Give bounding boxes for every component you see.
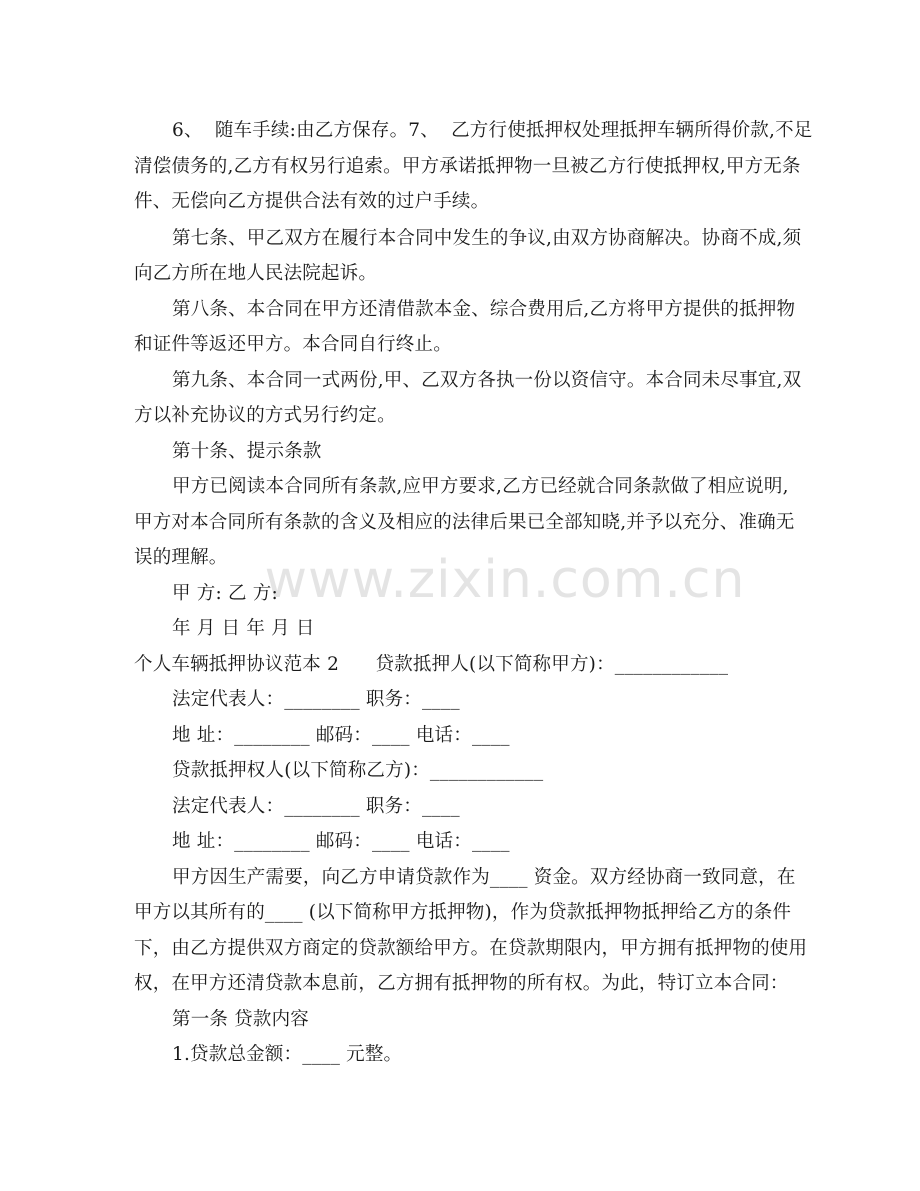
paragraph-line: 下，由乙方提供双方商定的贷款额给甲方。在贷款期限内，甲方拥有抵押物的使用 <box>134 938 808 959</box>
signature-dates: 年 月 日 年 月 日 <box>172 618 315 639</box>
paragraph-line: 甲方因生产需要，向乙方申请贷款作为____ 资金。双方经协商一致同意，在 <box>172 867 796 888</box>
paragraph-line: 第九条、本合同一式两份,甲、乙双方各执一份以资信守。本合同未尽事宜,双 <box>172 370 802 391</box>
paragraph-line: 清偿债务的,乙方有权另行追索。甲方承诺抵押物一旦被乙方行使抵押权,甲方无条 <box>134 156 801 177</box>
paragraph-line: 和证件等返还甲方。本合同自行终止。 <box>134 334 452 355</box>
paragraph-line: 甲方已阅读本合同所有条款,应甲方要求,乙方已经就合同条款做了相应说明, <box>172 476 789 497</box>
paragraph-line: 第八条、本合同在甲方还清借款本金、综合费用后,乙方将甲方提供的抵押物 <box>172 299 796 320</box>
paragraph-line: 向乙方所在地人民法院起诉。 <box>134 263 378 284</box>
paragraph-line: 权，在甲方还清贷款本息前，乙方拥有抵押物的所有权。为此，特订立本合同： <box>134 973 789 994</box>
contract-title-line: 个人车辆抵押协议范本 2 贷款抵押人(以下简称甲方)：____________ <box>134 654 729 675</box>
paragraph-line: 方以补充协议的方式另行约定。 <box>134 405 396 426</box>
paragraph-line: 甲方对本合同所有条款的含义及相应的法律后果已全部知晓,并予以充分、准确无 <box>134 512 795 533</box>
section-heading: 第十条、提示条款 <box>172 441 322 462</box>
form-field-line: 地 址：________ 邮码：____ 电话：____ <box>172 725 510 746</box>
paragraph-line: 6、 随车手续:由乙方保存。7、 乙方行使抵押权处理抵押车辆所得价款,不足 <box>172 120 813 141</box>
form-field-line: 法定代表人：________ 职务：____ <box>172 689 460 710</box>
paragraph-line: 甲方以其所有的____ (以下简称甲方抵押物)，作为贷款抵押物抵押给乙方的条件 <box>134 902 792 923</box>
form-field-line: 地 址：________ 邮码：____ 电话：____ <box>172 831 510 852</box>
form-field-line: 贷款抵押权人(以下简称乙方)：____________ <box>172 760 544 781</box>
watermark: www.zixin.com.cn <box>264 550 746 610</box>
paragraph-line: 1.贷款总金额：____ 元整。 <box>172 1044 403 1065</box>
signature-parties: 甲 方: 乙 方: <box>172 583 278 604</box>
paragraph-line: 误的理解。 <box>134 547 228 568</box>
paragraph-line: 件、无偿向乙方提供合法有效的过户手续。 <box>134 191 490 212</box>
section-heading: 第一条 贷款内容 <box>172 1009 309 1030</box>
form-field-line: 法定代表人：________ 职务：____ <box>172 796 460 817</box>
paragraph-line: 第七条、甲乙双方在履行本合同中发生的争议,由双方协商解决。协商不成,须 <box>172 228 802 249</box>
